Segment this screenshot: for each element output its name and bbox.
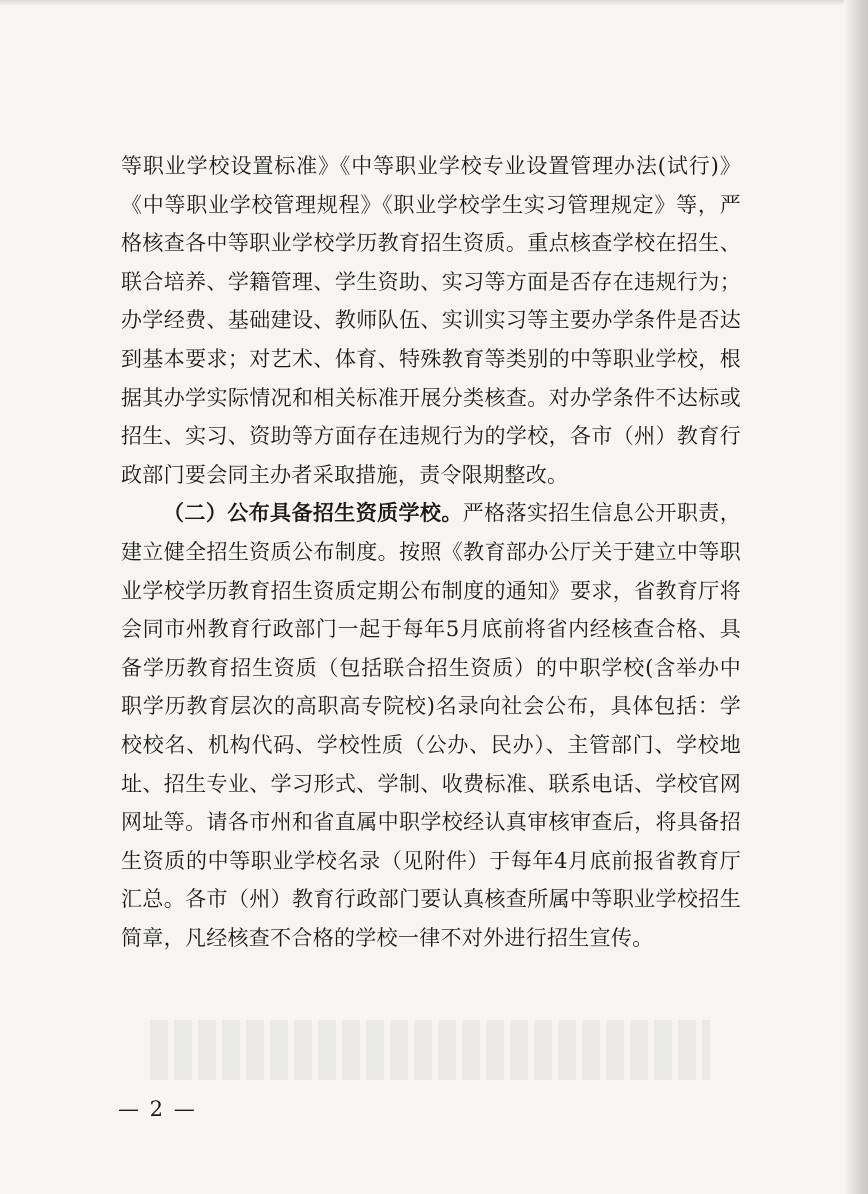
page-number: — 2 — [118,1097,197,1121]
paragraph-2 [121,494,741,957]
paragraph-1: 等职业学校设置标准》《中等职业学校专业设置管理办法(试行)》《中等职业学校管理规程》《职业学校学生实习管理规定》等，严格核查各中等职业学校学历教育招生资质。重点核查学校在招生、联合培养、学籍管理、学生资助、实习等方面是否存在违规行为；办学经费、基础建设、教师队伍、实训实习等主要办学条件是否达到基本要求；对艺术、体育、特殊教育等类别的中等职业学校，根据其办学实际情况和相关标准开展分类核查。对办学条件不达标或招生、实习、资助等方面存在违规行为的学校，各市（州）教育行政部门要会同主办者采取措施，责令限期整改。 [121,154,741,487]
scan-edge-right [844,0,868,1194]
section-heading: （二）公布具备招生资质学校。 [163,501,463,526]
show-through-shadow [150,1020,710,1080]
paragraph-2-body: 严格落实招生信息公开职责，建立健全招生资质公布制度。按照《教育部办公厅关于建立中等职业学校学历教育招生资质定期公布制度的通知》要求，省教育厅将会同市州教育行政部门一起于每年5月底前将省内经核查合格、具备学历教育招生资质（包括联合招生资质）的中职学校(含举办中职学历教育层次的高职高专院校)名录向社会公布，具体包括：学校校名、机构代码、学校性质（公办、民办）、主管部门、学校地址、招生专业、学习形式、学制、收费标准、联系电话、学校官网网址等。请各市州和省直属中职学校经认真审核审查后，将具备招生资质的中等职业学校名录（见附件）于每年4月底前报省教育厅汇总。各市（州）教育行政部门要认真核查所属中等职业学校招生简章，凡经核查不合格的学校一律不对外进行招生宣传。 [121,501,741,950]
scan-edge-top [0,0,868,6]
document-body [121,147,741,957]
